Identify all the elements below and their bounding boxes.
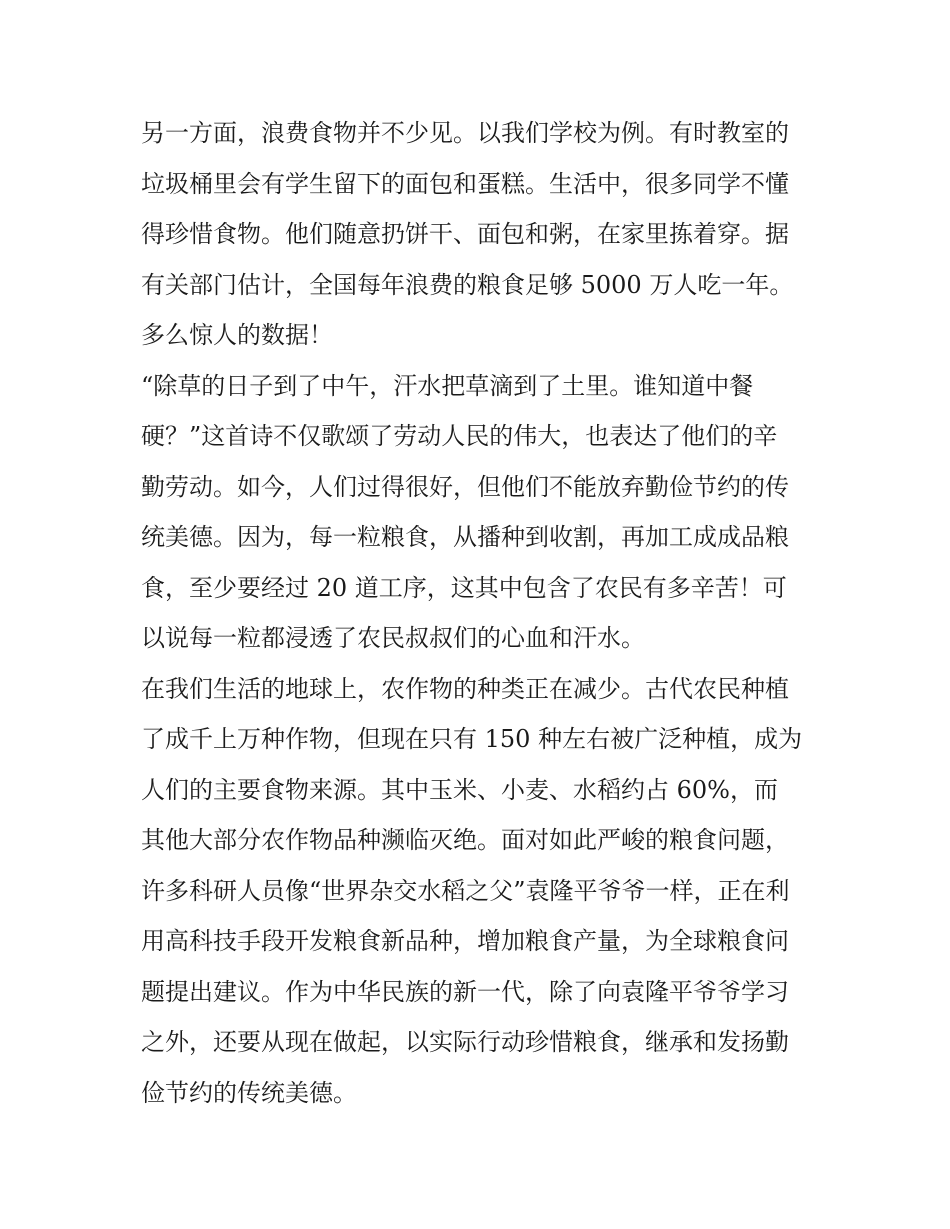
text-line: 了成千上万种作物，但现在只有 150 种左右被广泛种植，成为 <box>141 725 803 753</box>
document-body <box>141 108 821 1118</box>
text-line: 食，至少要经过 20 道工序，这其中包含了农民有多辛苦！可 <box>141 573 787 602</box>
paragraph-food-waste <box>141 108 821 361</box>
text-line: “除草的日子到了中午，汗水把草滴到了土里。谁知道中餐 <box>141 371 754 400</box>
text-line: 俭节约的传统美德。 <box>141 1078 357 1107</box>
text-line: 垃圾桶里会有学生留下的面包和蛋糕。生活中，很多同学不懂 <box>141 169 789 198</box>
text-line: 许多科研人员像“世界杂交水稻之父”袁隆平爷爷一样，正在利 <box>141 876 790 905</box>
paragraph-poem <box>141 361 821 664</box>
text-line: 题提出建议。作为中华民族的新一代，除了向袁隆平爷爷学习 <box>141 977 789 1006</box>
text-line: 统美德。因为，每一粒粮食，从播种到收割，再加工成成品粮 <box>141 523 789 551</box>
text-line: 之外，还要从现在做起，以实际行动珍惜粮食，继承和发扬勤 <box>141 1028 789 1056</box>
text-line: 勤劳动。如今，人们过得很好，但他们不能放弃勤俭节约的传 <box>141 472 789 501</box>
text-line: 其他大部分农作物品种濒临灭绝。面对如此严峻的粮食问题， <box>141 826 789 854</box>
paragraph-crops <box>141 664 821 1119</box>
text-line: 以说每一粒都浸透了农民叔叔们的心血和汗水。 <box>141 624 645 652</box>
text-line: 人们的主要食物来源。其中玉米、小麦、水稻约占 60%，而 <box>141 775 778 804</box>
text-line: 多么惊人的数据！ <box>141 321 333 349</box>
text-line: 用高科技手段开发粮食新品种，增加粮食产量，为全球粮食问 <box>141 927 789 955</box>
text-line: 硬？”这首诗不仅歌颂了劳动人民的伟大，也表达了他们的辛 <box>141 422 778 450</box>
text-line: 得珍惜食物。他们随意扔饼干、面包和粥，在家里拣着穿。据 <box>141 220 789 248</box>
text-line: 另一方面，浪费食物并不少见。以我们学校为例。有时教室的 <box>141 119 789 147</box>
text-line: 有关部门估计，全国每年浪费的粮食足够 5000 万人吃一年。 <box>141 270 794 299</box>
text-line: 在我们生活的地球上，农作物的种类正在减少。古代农民种植 <box>141 674 789 703</box>
